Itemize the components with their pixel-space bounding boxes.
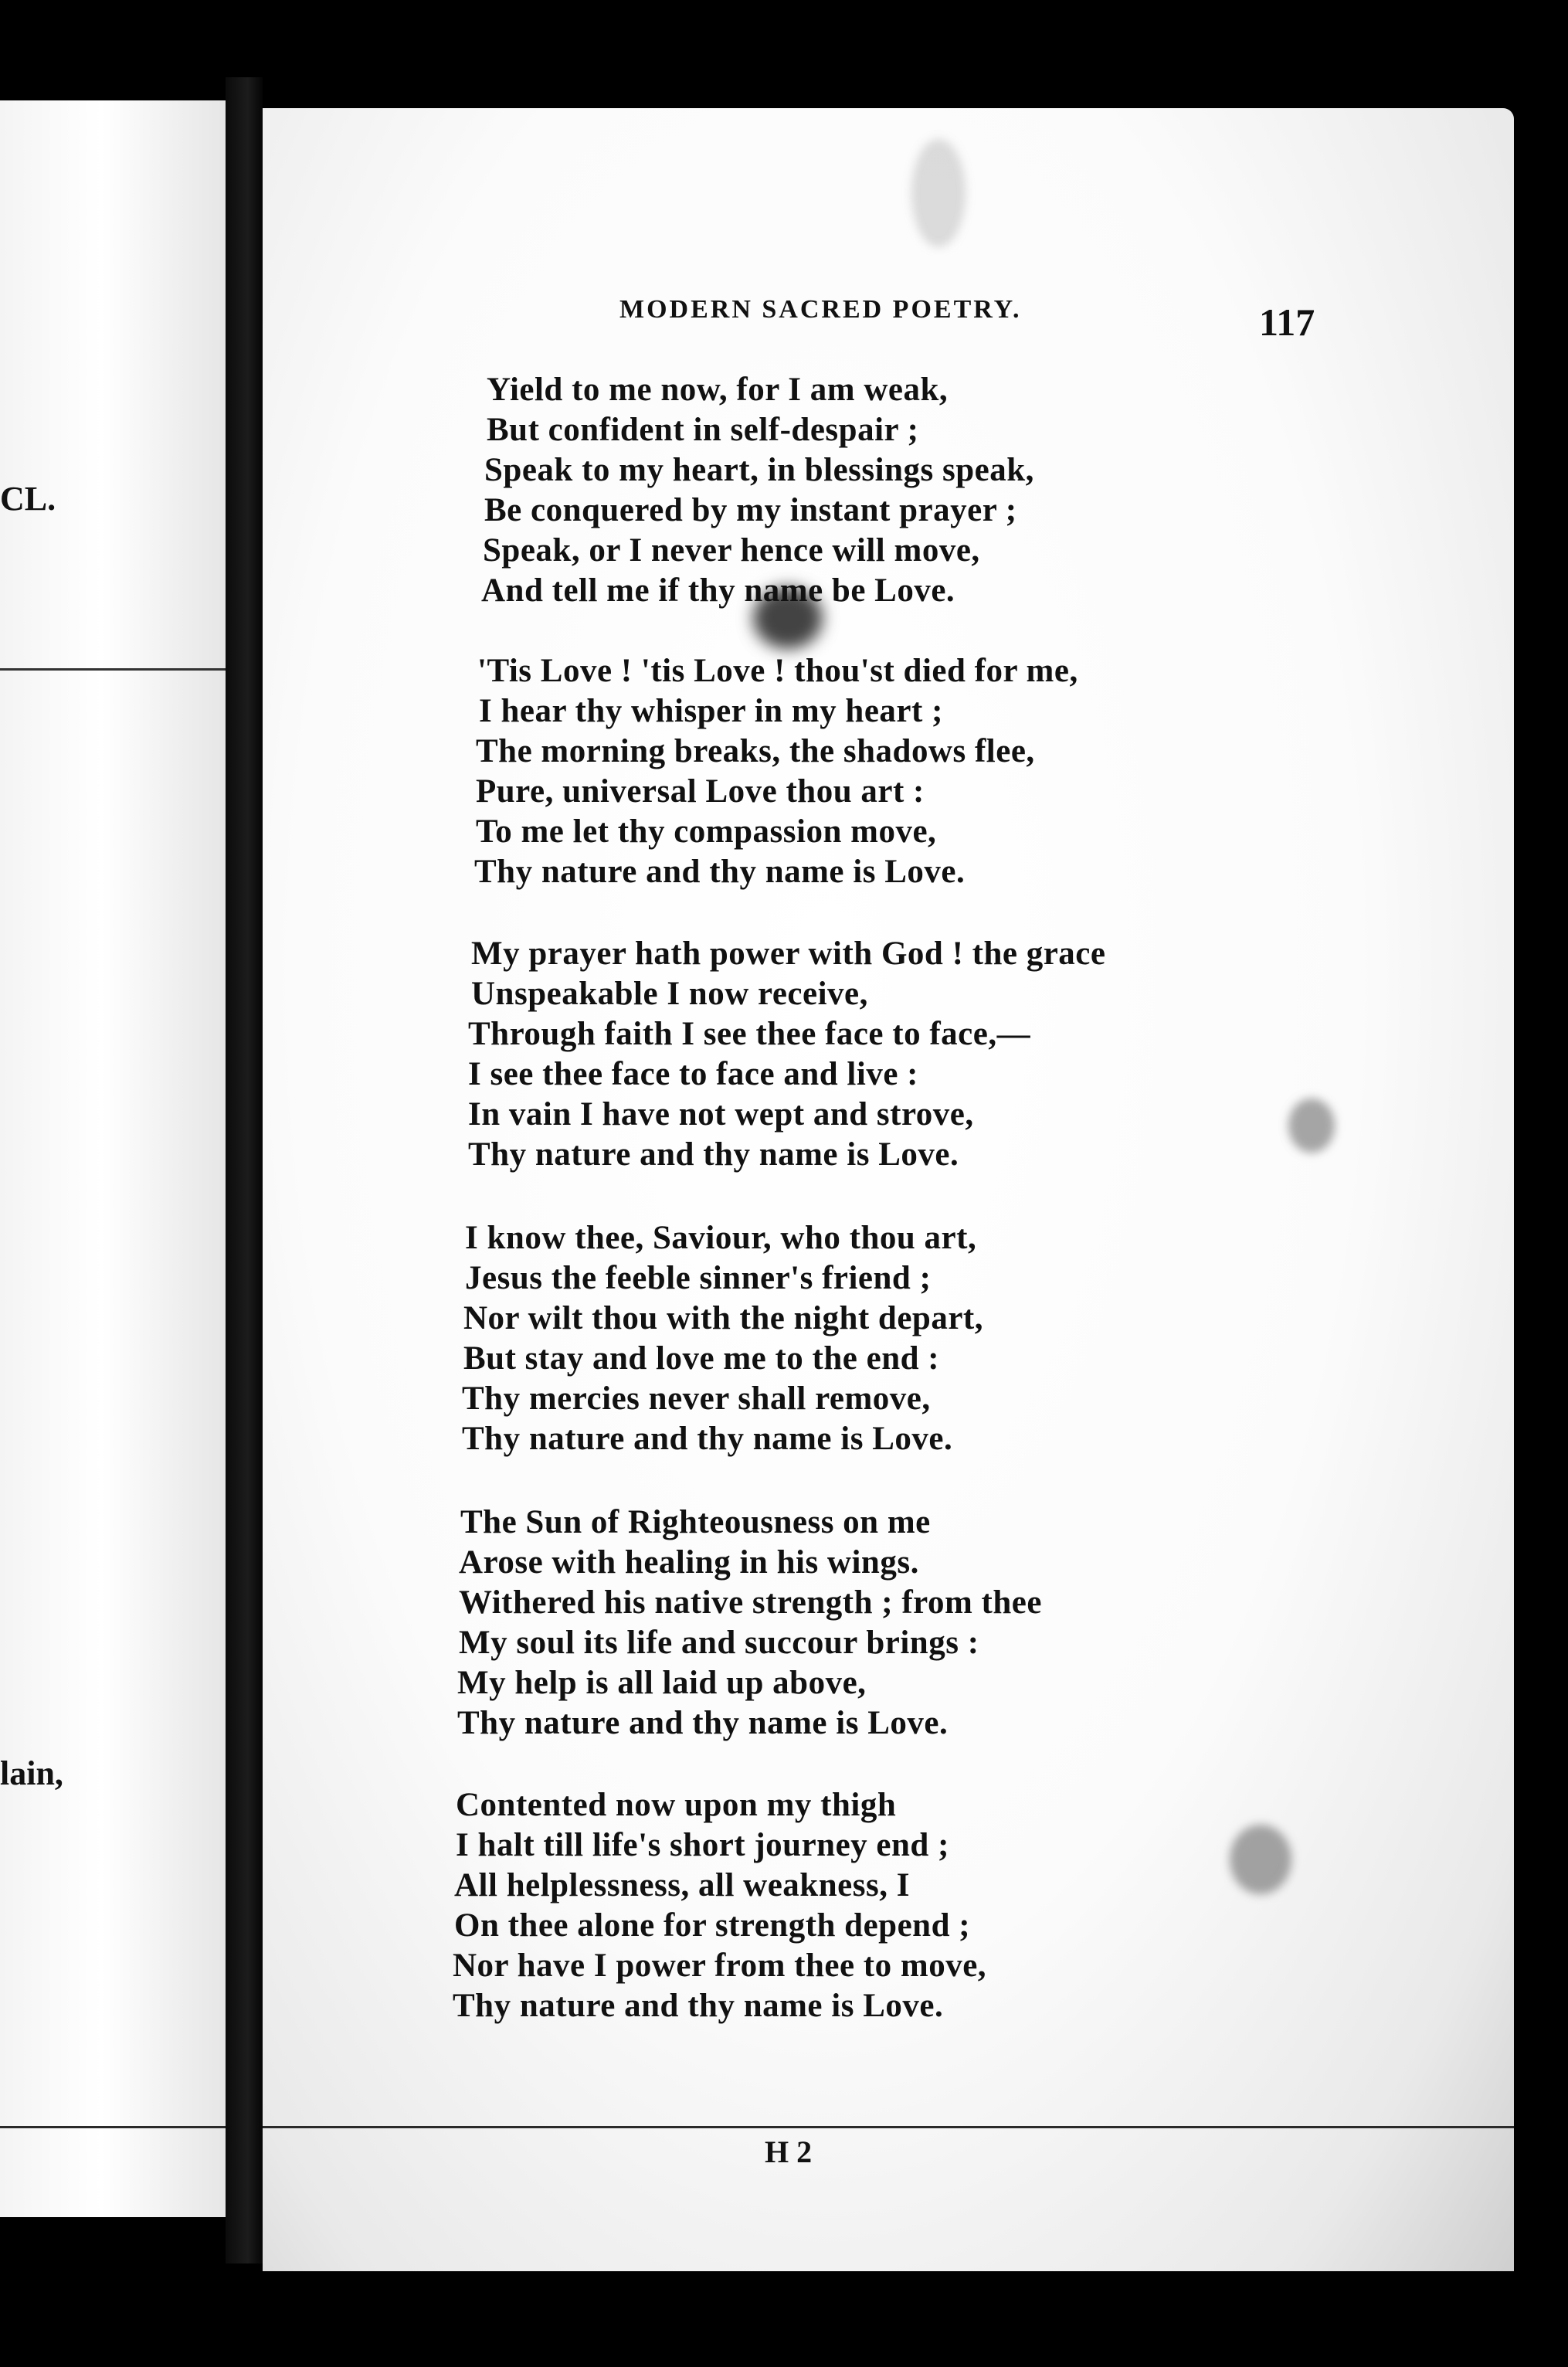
verse-line: Yield to me now, for I am weak,: [487, 372, 949, 408]
verse-line: 'Tis Love ! 'tis Love ! thou'st died for me,: [477, 653, 1078, 689]
verse-line: Unspeakable I now receive,: [471, 976, 868, 1012]
previous-page-rule-bottom: [0, 2126, 226, 2128]
verse-line: Arose with healing in his wings.: [459, 1544, 919, 1581]
verse-line: My help is all laid up above,: [457, 1665, 867, 1701]
book-gutter: [226, 77, 263, 2263]
verse-line: The Sun of Righteousness on me: [460, 1504, 931, 1540]
previous-page-edge: [0, 100, 226, 2217]
verse-line: The morning breaks, the shadows flee,: [476, 733, 1035, 769]
page-bottom-rule: [263, 2126, 1514, 2128]
previous-page-fragment-bottom: lain,: [0, 1754, 63, 1792]
verse-line: Be conquered by my instant prayer ;: [484, 492, 1017, 528]
verse-line: Thy nature and thy name is Love.: [453, 1988, 944, 2024]
book-page: [263, 108, 1514, 2271]
verse-line: On thee alone for strength depend ;: [454, 1907, 971, 1944]
verse-line: My prayer hath power with God ! the grace: [471, 936, 1106, 972]
verse-line: Thy nature and thy name is Love.: [468, 1136, 959, 1173]
verse-line: I see thee face to face and live :: [468, 1056, 918, 1092]
verse-line: And tell me if thy name be Love.: [481, 572, 955, 609]
verse-line: Speak to my heart, in blessings speak,: [484, 452, 1034, 488]
previous-page-rule-top: [0, 668, 226, 671]
verse-line: Speak, or I never hence will move,: [483, 532, 980, 569]
verse-line: I know thee, Saviour, who thou art,: [465, 1220, 977, 1256]
verse-line: Through faith I see thee face to face,—: [468, 1016, 1031, 1052]
verse-line: Thy nature and thy name is Love.: [462, 1421, 953, 1457]
verse-line: Thy nature and thy name is Love.: [474, 854, 966, 890]
verse-line: All helplessness, all weakness, I: [454, 1867, 910, 1903]
stain-spot: [911, 139, 966, 247]
verse-line: Thy nature and thy name is Love.: [457, 1705, 949, 1741]
verse-line: Thy mercies never shall remove,: [462, 1380, 931, 1417]
verse-line: In vain I have not wept and strove,: [468, 1096, 974, 1133]
verse-line: Contented now upon my thigh: [456, 1787, 897, 1823]
page-number: 117: [1259, 301, 1315, 344]
stain-spot: [1288, 1099, 1335, 1153]
verse-line: But confident in self-despair ;: [487, 412, 919, 448]
previous-page-fragment-top: CL.: [0, 480, 56, 518]
verse-line: But stay and love me to the end :: [463, 1340, 940, 1377]
verse-line: My soul its life and succour brings :: [459, 1625, 979, 1661]
verse-line: I halt till life's short journey end ;: [456, 1827, 949, 1863]
verse-line: Nor wilt thou with the night depart,: [463, 1300, 983, 1336]
verse-line: Jesus the feeble sinner's friend ;: [465, 1260, 932, 1296]
signature-mark: H 2: [765, 2134, 813, 2169]
running-head: MODERN SACRED POETRY.: [619, 295, 1022, 324]
verse-line: I hear thy whisper in my heart ;: [479, 693, 943, 729]
verse-line: Pure, universal Love thou art :: [476, 773, 925, 810]
verse-line: Nor have I power from thee to move,: [453, 1948, 987, 1984]
stain-spot: [1230, 1825, 1291, 1894]
verse-line: Withered his native strength ; from thee: [459, 1584, 1042, 1621]
verse-line: To me let thy compassion move,: [476, 813, 937, 850]
